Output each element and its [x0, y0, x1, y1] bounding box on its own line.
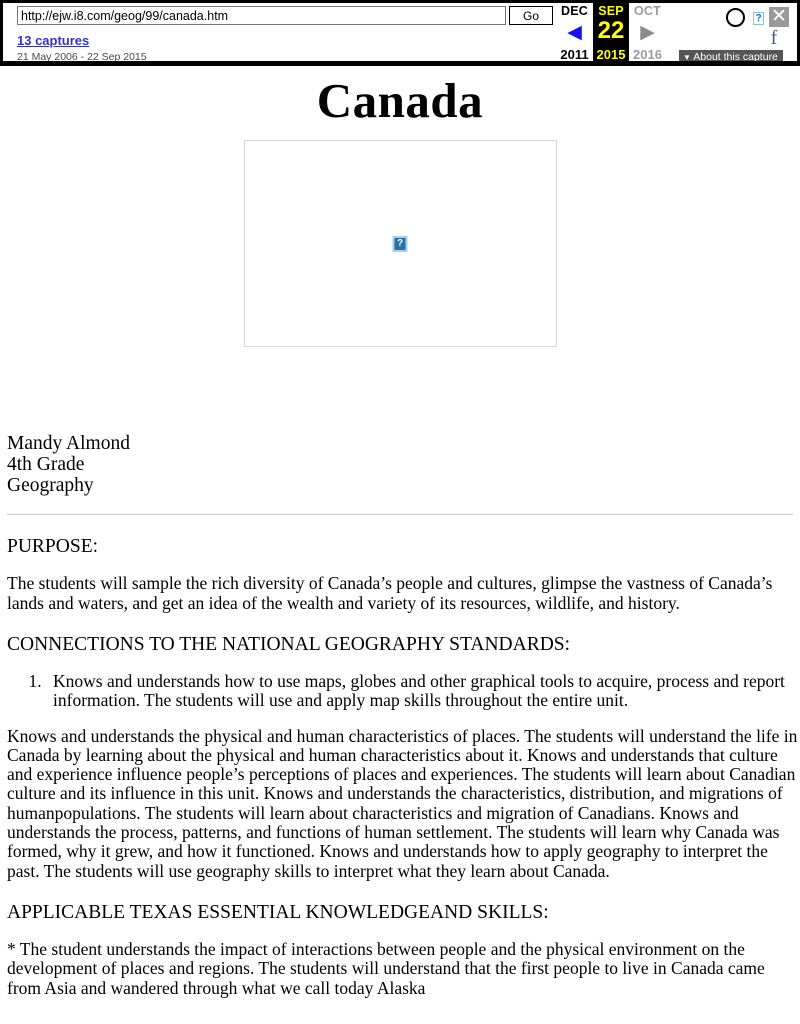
capture-date-navigator — [556, 3, 666, 64]
loading-spinner-icon — [726, 8, 745, 27]
wayback-toolbar — [0, 0, 800, 66]
broken-image-icon: ? — [393, 236, 408, 252]
previous-capture-column[interactable] — [556, 3, 593, 64]
chevron-down-icon: ▼ — [683, 53, 691, 62]
archived-page-content — [0, 66, 800, 998]
next-capture-column[interactable] — [629, 3, 666, 64]
section-paragraph-teks: * The student understands the impact of interactions between people and the physical environment on the development of places and regions. The students will understand that the first people to live in Canada came from Asia and wandered through what we call today Alaska — [7, 938, 765, 998]
previous-capture-month: DEC — [561, 4, 588, 18]
hero-image-placeholder — [244, 140, 557, 347]
current-capture-year: 2015 — [596, 47, 626, 62]
next-capture-arrow-icon[interactable]: ▶ — [640, 22, 655, 43]
current-capture-month: SEP — [598, 4, 624, 18]
section-paragraph-purpose: The students will sample the rich diversity of Canada’s people and cultures, glimpse the vastness of Canada’s lands and waters, and get an idea of the wealth and variety of its resources, wildlife, and history. — [7, 573, 773, 613]
next-capture-month: OCT — [634, 4, 661, 18]
section-heading-connections: CONNECTIONS TO THE NATIONAL GEOGRAPHY STANDARDS: — [7, 633, 571, 655]
facebook-icon[interactable]: f — [770, 27, 778, 49]
url-input[interactable] — [17, 6, 506, 25]
list-item: 1. Knows and understands how to use maps, globes and other graphical tools to acquire, process and report information. The students will use and apply map skills throughout the entire unit. — [46, 672, 800, 711]
current-capture-day: 22 — [597, 17, 625, 44]
go-button[interactable]: Go — [509, 6, 553, 25]
next-capture-year: 2016 — [633, 47, 662, 62]
section-heading-purpose: PURPOSE: — [7, 536, 99, 558]
page-title: Canada — [316, 73, 484, 128]
about-this-capture-button[interactable] — [679, 50, 783, 64]
url-bar — [17, 6, 506, 25]
close-icon[interactable]: ✕ — [769, 7, 789, 27]
author-subject: Geography — [7, 474, 94, 496]
capture-date-range: 21 May 2006 - 22 Sep 2015 — [17, 51, 147, 63]
previous-capture-year: 2011 — [560, 47, 589, 62]
author-grade: 4th Grade — [7, 453, 85, 475]
author-name: Mandy Almond — [7, 433, 130, 454]
broken-image-icon: ? — [753, 12, 764, 25]
author-byline — [0, 347, 800, 496]
about-this-capture-label: About this capture — [693, 51, 778, 63]
section-paragraph-connections: Knows and understands the physical and human characteristics of places. The students will understand the life in Canada by learning about the physical and human characteristics about it. Knows and understands that culture and experience influence people’s perceptions of places and experiences. The students will learn about Canadian culture and its influence in this unit. Knows and understands the characteristics, distribution, and migrations of humanpopulations. The students will learn about characteristics and migration of Canadians. Knows and understands the process, patterns, and functions of human settlement. The students will learn why Canada was formed, why it grew, and how it functioned. Knows and understands how to apply geography to interpret the past. The students will use geography skills to interpret what they learn about Canada. — [7, 725, 798, 881]
section-heading-teks: APPLICABLE TEXAS ESSENTIAL KNOWLEDGEAND SKILLS: — [7, 901, 549, 923]
current-capture-column — [593, 3, 629, 64]
previous-capture-arrow-icon[interactable]: ◀ — [567, 22, 582, 43]
captures-link[interactable]: 13 captures — [17, 33, 90, 48]
standards-list — [0, 656, 800, 711]
